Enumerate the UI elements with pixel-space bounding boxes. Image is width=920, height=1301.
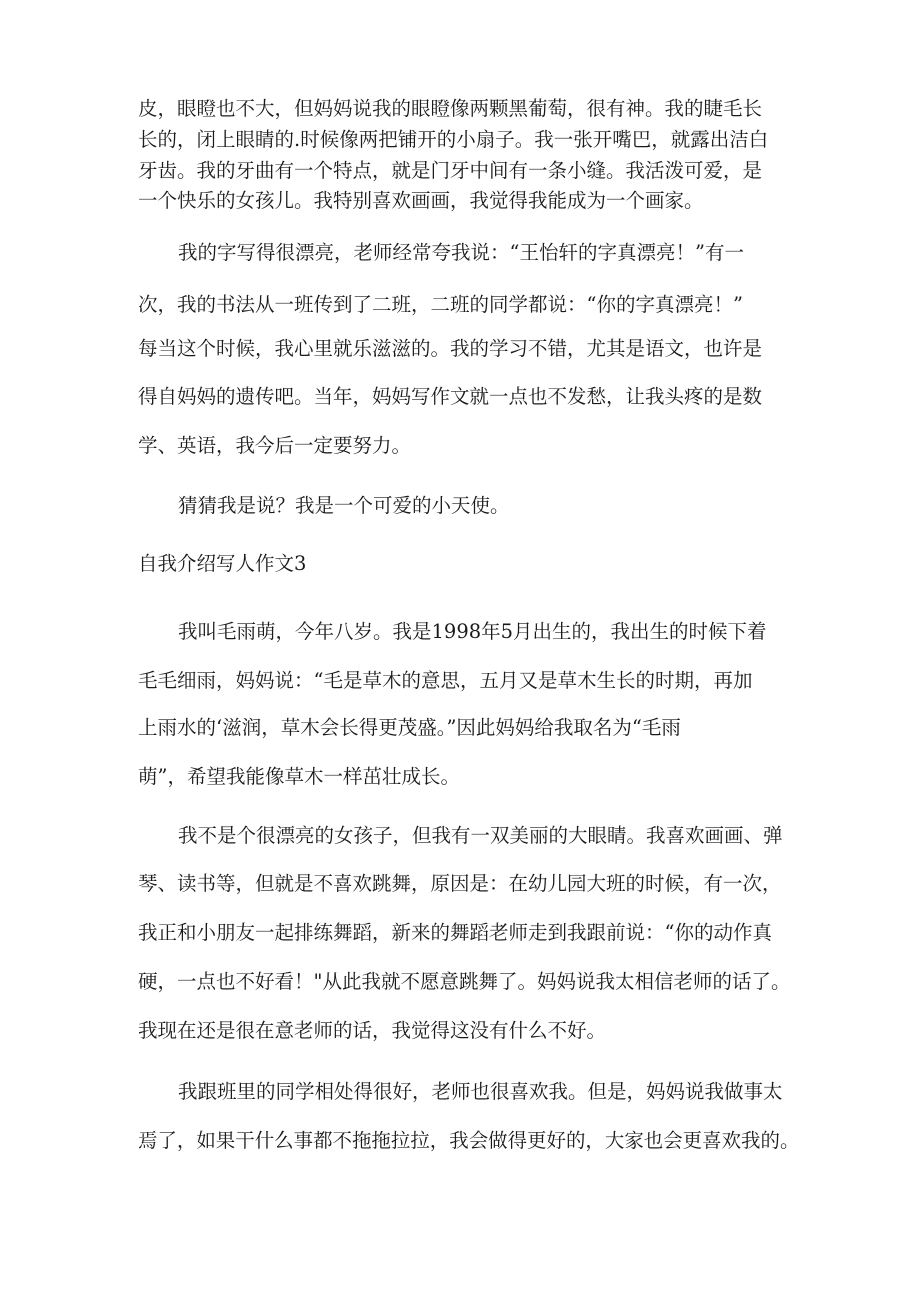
text-line: 次，我的书法从一班传到了二班，二班的同学都说：“你的字真漂亮！”	[138, 293, 743, 316]
text-line: 我叫毛雨萌，今年八岁。我是1998年5月出生的，我出生的时候下着	[178, 620, 767, 643]
section-title: 自我介绍写人作文3	[138, 552, 307, 575]
text-line: 我不是个很漂亮的女孩子，但我有一双美丽的大眼睛。我喜欢画画、弹	[178, 824, 783, 847]
text-line: 皮，眼瞪也不大，但妈妈说我的眼瞪像两颗黑葡萄，很有神。我的睫毛长	[138, 97, 763, 120]
text-line: 焉了，如果干什么事都不拖拖拉拉，我会做得更好的，大家也会更喜欢我的。	[138, 1129, 800, 1152]
text-line: 上雨水的‘滋润，草木会长得更茂盛。”因此妈妈给我取名为“毛雨	[138, 716, 681, 739]
text-line: 学、英语，我今后一定要努力。	[138, 434, 412, 457]
text-line: 硬，一点也不好看！"从此我就不愿意跳舞了。妈妈说我太相信老师的话了。	[138, 970, 791, 993]
text-line: 萌”，希望我能像草木一样茁壮成长。	[138, 765, 460, 788]
text-line: 得自妈妈的遗传吧。当年，妈妈写作文就一点也不发愁，让我头疼的是数	[138, 385, 763, 408]
text-line: 猜猜我是说？我是一个可爱的小天使。	[178, 494, 510, 517]
text-line: 琴、读书等，但就是不喜欢跳舞，原因是：在幼儿园大班的时候，有一次，	[138, 872, 782, 895]
text-line: 我正和小朋友一起排练舞蹈，新来的舞蹈老师走到我跟前说：“你的动作真	[138, 921, 772, 944]
text-line: 长的，闭上眼睛的.时候像两把铺开的小扇子。我一张开嘴巴，就露出洁白	[138, 128, 769, 151]
text-line: 牙齿。我的牙曲有一个特点，就是门牙中间有一条小缝。我活泼可爱，是	[138, 159, 763, 182]
text-line: 我跟班里的同学相处得很好，老师也很喜欢我。但是，妈妈说我做事太	[178, 1080, 783, 1103]
text-line: 我现在还是很在意老师的话，我觉得这没有什么不好。	[138, 1019, 607, 1042]
text-line: 毛毛细雨，妈妈说：“毛是草木的意思，五月又是草木生长的时期，再加	[138, 669, 753, 692]
text-line: 我的字写得很漂亮，老师经常夸我说：“王怡轩的字真漂亮！”有一	[178, 241, 744, 264]
text-line: 一个快乐的女孩儿。我特别喜欢画画，我觉得我能成为一个画家。	[138, 189, 704, 212]
text-line: 每当这个时候，我心里就乐滋滋的。我的学习不错，尤其是语文，也许是	[138, 337, 763, 360]
